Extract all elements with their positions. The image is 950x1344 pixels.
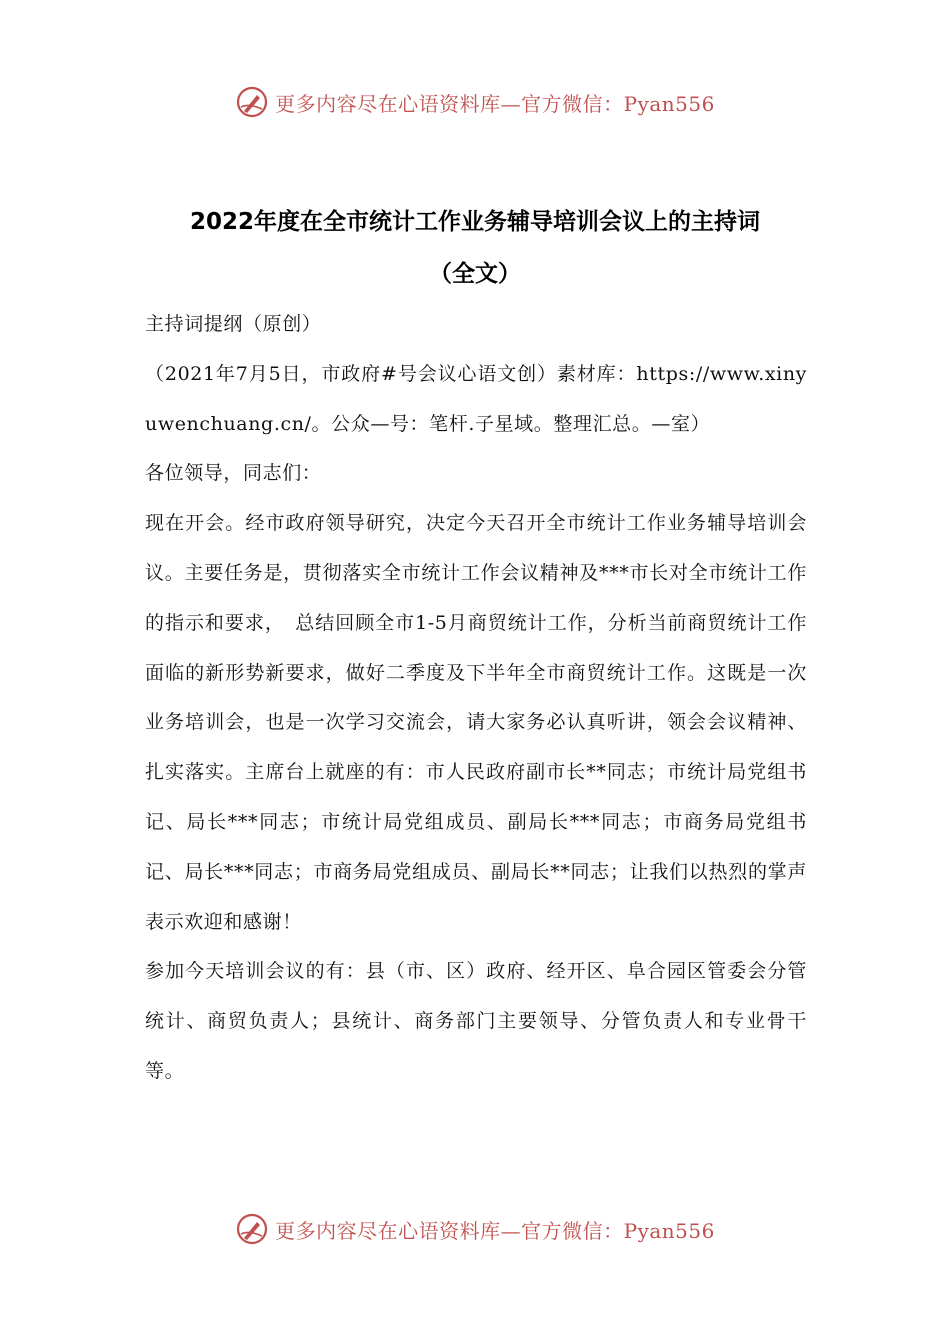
paragraph: 现在开会。经市政府领导研究，决定今天召开全市统计工作业务辅导培训会议。主要任务是，贯彻落实全市统计工作会议精神及***市长对全市统计工作的指示和要求， 总结回顾全市1-5月商贸统计工作，分析当前商贸统计工作面临的新形势新要求，做好二季度及下半年全市商贸统计工作。这既是一次业务培训会，也是一次学习交流会，请大家务必认真听讲，领会会议精神、扎实落实。主席台上就座的有：市人民政府副市长**同志；市统计局党组书记、局长***同志；市统计局党组成员、副局长***同志；市商务局党组书记、局长***同志；市商务局党组成员、副局长**同志；让我们以热烈的掌声表示欢迎和感谢！ (145, 512, 807, 933)
paragraph: 各位领导，同志们： (145, 462, 322, 485)
banner-text: 更多内容尽在心语资料库—官方微信：Pyan556 (275, 91, 715, 116)
banner-text: 更多内容尽在心语资料库—官方微信：Pyan556 (275, 1218, 715, 1243)
header-banner (0, 80, 950, 124)
paragraph: 参加今天培训会议的有：县（市、区）政府、经开区、阜合园区管委会分管统计、商贸负责人；县统计、商务部门主要领导、分管负责人和专业骨干等。 (145, 960, 807, 1082)
document-body (145, 300, 807, 1097)
document-title: 2022年度在全市统计工作业务辅导培训会议上的主持词 (189, 209, 760, 235)
pen-logo-icon (235, 85, 269, 119)
document-subtitle: （全文） (429, 261, 521, 287)
paragraph: （2021年7月5日，市政府#号会议心语文创）素材库：https://www.xinyuwenchuang.cn/。公众—号：笔杆.子星域。整理汇总。—室） (145, 362, 807, 435)
footer-banner (0, 1207, 950, 1251)
paragraph: 主持词提纲（原创） (145, 313, 322, 335)
pen-logo-icon (235, 1212, 269, 1246)
